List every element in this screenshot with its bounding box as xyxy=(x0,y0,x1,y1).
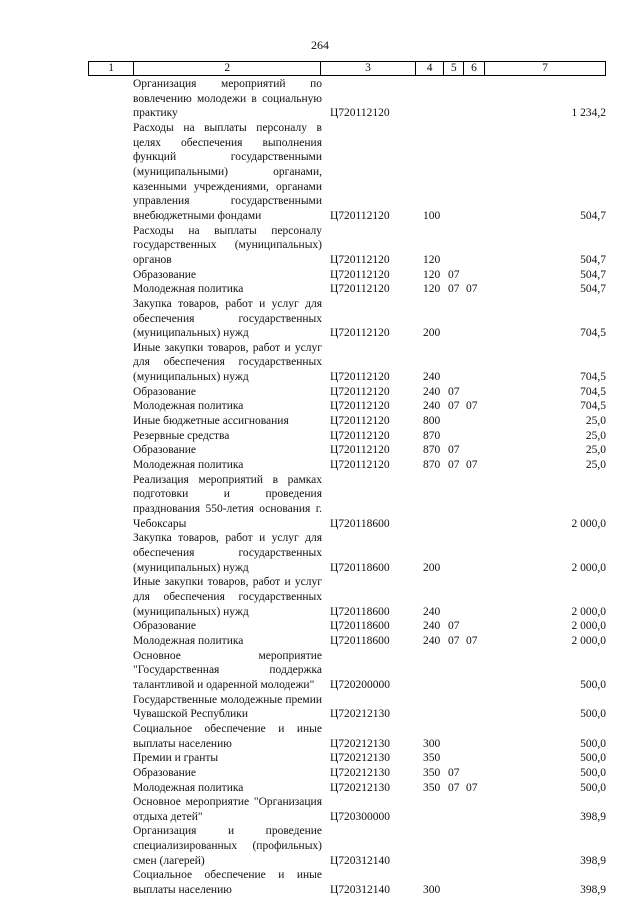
column-header-7: 7 xyxy=(484,62,605,76)
row-amount: 1 234,2 xyxy=(571,107,606,120)
budget-table-body xyxy=(88,77,606,898)
row-name: Образование xyxy=(133,766,197,779)
row-expense-type: 100 xyxy=(423,209,441,222)
table-row xyxy=(88,443,606,458)
row-target-code: Ц720112120 xyxy=(330,283,390,296)
row-section: 07 xyxy=(448,283,460,296)
row-target-code: Ц720112120 xyxy=(330,107,390,120)
row-target-code: Ц720118600 xyxy=(330,605,390,618)
row-target-code: Ц720118600 xyxy=(330,517,390,530)
row-target-code: Ц720112120 xyxy=(330,268,390,281)
row-amount: 25,0 xyxy=(585,444,606,457)
row-expense-type: 240 xyxy=(423,400,441,413)
table-row xyxy=(88,751,606,766)
table-row xyxy=(88,268,606,283)
row-expense-type: 350 xyxy=(423,781,441,794)
table-row xyxy=(88,781,606,796)
page-number: 264 xyxy=(311,38,329,52)
row-subsection: 07 xyxy=(466,459,478,472)
table-row xyxy=(88,824,606,868)
column-header-6: 6 xyxy=(464,62,485,76)
table-row xyxy=(88,385,606,400)
row-amount: 500,0 xyxy=(580,752,606,765)
row-target-code: Ц720212130 xyxy=(330,708,391,721)
table-row xyxy=(88,722,606,751)
row-subsection: 07 xyxy=(466,283,478,296)
row-amount: 504,7 xyxy=(580,283,606,296)
row-target-code: Ц720212130 xyxy=(330,737,391,750)
row-amount: 25,0 xyxy=(585,415,606,428)
row-section: 07 xyxy=(448,781,460,794)
row-amount: 504,7 xyxy=(580,253,606,266)
row-target-code: Ц720112120 xyxy=(330,444,390,457)
table-row xyxy=(88,282,606,297)
table-row xyxy=(88,693,606,722)
row-expense-type: 120 xyxy=(423,283,441,296)
row-target-code: Ц720112120 xyxy=(330,371,390,384)
row-target-code: Ц720112120 xyxy=(330,327,390,340)
row-amount: 504,7 xyxy=(580,268,606,281)
row-name: Молодежная политика xyxy=(133,400,244,413)
table-row xyxy=(88,399,606,414)
row-name: Закупка товаров, работ и услуг для обеспечения государственных (муниципальных) нужд xyxy=(133,297,322,340)
row-amount: 500,0 xyxy=(580,781,606,794)
row-target-code: Ц720212130 xyxy=(330,752,391,765)
row-section: 07 xyxy=(448,268,460,281)
row-name: Социальное обеспечение и иные выплаты населению xyxy=(133,722,322,750)
row-amount: 2 000,0 xyxy=(571,605,606,618)
row-name: Образование xyxy=(133,268,197,281)
row-target-code: Ц720112120 xyxy=(330,209,390,222)
table-row xyxy=(88,458,606,473)
row-name: Организация мероприятий по вовлечению молодежи в социальную практику xyxy=(133,78,322,120)
row-target-code: Ц720118600 xyxy=(330,561,390,574)
row-amount: 398,9 xyxy=(580,854,606,867)
row-name: Резервные средства xyxy=(133,429,230,442)
row-target-code: Ц720112120 xyxy=(330,429,390,442)
row-amount: 500,0 xyxy=(580,737,606,750)
row-target-code: Ц720112120 xyxy=(330,415,390,428)
row-target-code: Ц720312140 xyxy=(330,884,391,897)
row-amount: 398,9 xyxy=(580,884,606,897)
row-name: Премии и гранты xyxy=(133,752,219,765)
row-name: Социальное обеспечение и иные выплаты населению xyxy=(133,869,322,897)
row-section: 07 xyxy=(448,766,460,779)
table-row xyxy=(88,634,606,649)
row-target-code: Ц720112120 xyxy=(330,253,390,266)
column-header-row xyxy=(89,62,606,76)
row-subsection: 07 xyxy=(466,634,478,647)
row-section: 07 xyxy=(448,634,460,647)
table-row xyxy=(88,414,606,429)
row-name: Молодежная политика xyxy=(133,459,244,472)
row-subsection: 07 xyxy=(466,781,478,794)
row-expense-type: 300 xyxy=(423,737,441,750)
table-row xyxy=(88,575,606,619)
row-amount: 2 000,0 xyxy=(571,634,606,647)
row-expense-type: 240 xyxy=(423,385,441,398)
column-header-1: 1 xyxy=(89,62,134,76)
row-section: 07 xyxy=(448,444,460,457)
row-expense-type: 240 xyxy=(423,634,441,647)
column-header-table xyxy=(88,61,606,76)
row-name: Иные бюджетные ассигнования xyxy=(133,415,289,428)
row-expense-type: 120 xyxy=(423,253,441,266)
row-name: Реализация мероприятий в рамках подготовки и проведения празднования 550-летия основания г. Чебоксары xyxy=(133,473,322,530)
row-amount: 398,9 xyxy=(580,810,606,823)
row-expense-type: 300 xyxy=(423,884,441,897)
row-amount: 25,0 xyxy=(585,429,606,442)
row-section: 07 xyxy=(448,459,460,472)
row-target-code: Ц720112120 xyxy=(330,400,390,413)
row-amount: 25,0 xyxy=(585,459,606,472)
row-subsection: 07 xyxy=(466,400,478,413)
row-amount: 2 000,0 xyxy=(571,561,606,574)
row-section: 07 xyxy=(448,400,460,413)
row-name: Государственные молодежные премии Чувашской Республики xyxy=(133,693,322,721)
row-expense-type: 200 xyxy=(423,327,441,340)
row-section: 07 xyxy=(448,385,460,398)
row-target-code: Ц720112120 xyxy=(330,385,390,398)
row-name: Образование xyxy=(133,620,197,633)
row-expense-type: 120 xyxy=(423,268,441,281)
row-name: Образование xyxy=(133,385,197,398)
row-target-code: Ц720200000 xyxy=(330,678,391,691)
row-expense-type: 200 xyxy=(423,561,441,574)
table-row xyxy=(88,531,606,575)
table-row xyxy=(88,341,606,385)
row-name: Молодежная политика xyxy=(133,283,244,296)
table-row xyxy=(88,297,606,341)
row-amount: 500,0 xyxy=(580,708,606,721)
row-amount: 704,5 xyxy=(580,327,606,340)
row-target-code: Ц720300000 xyxy=(330,810,391,823)
row-name: Иные закупки товаров, работ и услуг для обеспечения государственных (муниципальных) нужд xyxy=(133,341,322,384)
column-header-4: 4 xyxy=(415,62,444,76)
row-target-code: Ц720112120 xyxy=(330,459,390,472)
row-name: Закупка товаров, работ и услуг для обеспечения государственных (муниципальных) нужд xyxy=(133,532,322,574)
column-header-5: 5 xyxy=(444,62,464,76)
row-target-code: Ц720118600 xyxy=(330,634,390,647)
row-name: Основное мероприятие "Государственная поддержка талантливой и одаренной молодежи" xyxy=(133,649,322,691)
row-amount: 704,5 xyxy=(580,371,606,384)
row-section: 07 xyxy=(448,620,460,633)
row-name: Молодежная политика xyxy=(133,781,244,794)
row-target-code: Ц720212130 xyxy=(330,766,391,779)
row-expense-type: 870 xyxy=(423,429,441,442)
table-row xyxy=(88,429,606,444)
row-name: Иные закупки товаров, работ и услуг для обеспечения государственных (муниципальных) нужд xyxy=(133,576,322,618)
row-amount: 500,0 xyxy=(580,678,606,691)
row-target-code: Ц720118600 xyxy=(330,620,390,633)
row-amount: 704,5 xyxy=(580,400,606,413)
table-row xyxy=(88,649,606,693)
row-name: Расходы на выплаты персоналу в целях обеспечения выполнения функций государственными (муниципальными) органами, казенными учреждениями, органами управления государственными внебюджетными фондами xyxy=(133,121,322,222)
row-expense-type: 870 xyxy=(423,444,441,457)
row-expense-type: 240 xyxy=(423,371,441,384)
table-row xyxy=(88,619,606,634)
row-name: Образование xyxy=(133,444,197,457)
row-expense-type: 240 xyxy=(423,605,441,618)
row-expense-type: 240 xyxy=(423,620,441,633)
row-amount: 500,0 xyxy=(580,766,606,779)
row-expense-type: 350 xyxy=(423,752,441,765)
row-name: Основное мероприятие "Организация отдыха детей" xyxy=(133,796,322,823)
table-row xyxy=(88,77,606,121)
column-header-3: 3 xyxy=(321,62,416,76)
table-row xyxy=(88,121,606,224)
row-amount: 2 000,0 xyxy=(571,620,606,633)
row-name: Организация и проведение специализированных (профильных) смен (лагерей) xyxy=(133,825,322,867)
row-name: Расходы на выплаты персоналу государственных (муниципальных) органов xyxy=(133,224,322,266)
row-name: Молодежная политика xyxy=(133,634,244,647)
row-amount: 704,5 xyxy=(580,385,606,398)
table-row xyxy=(88,795,606,824)
row-expense-type: 350 xyxy=(423,766,441,779)
table-row xyxy=(88,224,606,268)
row-expense-type: 870 xyxy=(423,459,441,472)
table-row xyxy=(88,766,606,781)
row-target-code: Ц720212130 xyxy=(330,781,391,794)
table-row xyxy=(88,473,606,532)
column-header-2: 2 xyxy=(134,62,321,76)
row-target-code: Ц720312140 xyxy=(330,854,391,867)
row-expense-type: 800 xyxy=(423,415,441,428)
row-amount: 504,7 xyxy=(580,209,606,222)
row-amount: 2 000,0 xyxy=(571,517,606,530)
table-row xyxy=(88,868,606,897)
